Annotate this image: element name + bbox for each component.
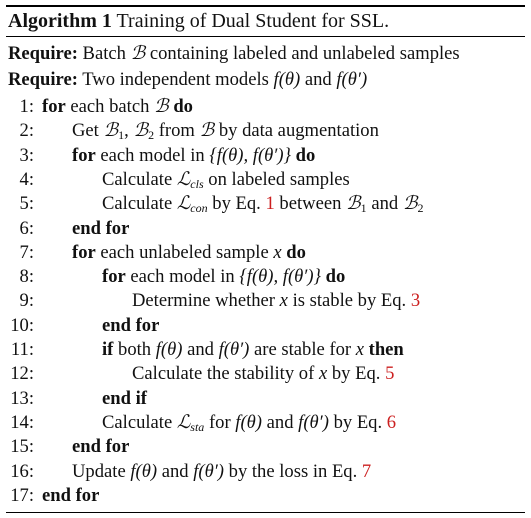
title-rule [6, 36, 525, 37]
algorithm-label: Algorithm 1 [8, 10, 112, 32]
algorithm-body [6, 38, 525, 508]
keyword-for: for [72, 241, 96, 263]
require-label: Require: [8, 69, 78, 90]
require-label: Require: [8, 43, 78, 64]
line-number: 3: [19, 144, 34, 166]
require-line-1 [8, 42, 460, 66]
line-number: 4: [19, 168, 34, 190]
keyword-do: do [325, 266, 346, 288]
algorithm-line [6, 119, 525, 143]
line-number: 10: [10, 314, 34, 336]
math-expr: f(θ′) [218, 339, 250, 360]
algorithm-line [6, 460, 525, 484]
math-symbol: ℬ [103, 120, 119, 142]
algorithm-line [6, 484, 525, 508]
line-number: 8: [19, 266, 34, 288]
keyword-do: do [173, 96, 193, 117]
line-content [72, 217, 129, 241]
line-content [132, 289, 420, 313]
algorithm-line [6, 411, 525, 435]
keyword-do: do [286, 241, 306, 263]
line-number: 11: [10, 339, 34, 360]
math-symbol: ℬ [154, 96, 169, 117]
equation-reference[interactable]: 6 [386, 411, 397, 433]
math-subscript: con [190, 201, 208, 216]
line-number: 15: [10, 436, 34, 458]
math-subscript: 1 [118, 128, 125, 143]
keyword-end-for: end for [72, 217, 130, 239]
line-text: by Eq. [331, 363, 381, 385]
line-content [102, 192, 423, 216]
line-content [72, 460, 371, 484]
bottom-rule [6, 512, 525, 513]
algorithm-caption: Training of Dual Student for SSL. [116, 10, 390, 32]
math-expr: f(θ) [235, 411, 262, 433]
line-text: is stable by Eq. [292, 290, 407, 312]
math-var: x [279, 290, 288, 312]
math-expr: {f(θ), f(θ′)} [239, 266, 321, 288]
math-symbol: ℬ [133, 120, 149, 142]
keyword-do: do [295, 144, 316, 166]
math-symbol: ℬ [130, 43, 146, 64]
line-content [102, 387, 147, 411]
equation-reference[interactable]: 7 [361, 460, 372, 482]
line-content [72, 119, 379, 143]
require-text: Two independent models [82, 69, 269, 90]
keyword-end-if: end if [102, 387, 147, 409]
require-text: Batch [82, 43, 126, 64]
math-var: x [318, 363, 328, 385]
math-symbol: ℒ [176, 411, 191, 433]
algorithm-line [6, 144, 525, 168]
line-text: between [279, 193, 342, 215]
line-number: 6: [19, 217, 34, 239]
line-text: each batch [70, 96, 150, 117]
line-text: by the loss in Eq. [228, 460, 358, 482]
keyword-end-for: end for [102, 314, 160, 336]
math-symbol: ℬ [346, 193, 361, 215]
line-text: both [118, 339, 152, 360]
line-text: for [208, 411, 231, 433]
line-text: Calculate [102, 168, 173, 190]
line-number: 14: [10, 411, 34, 433]
line-number: 16: [10, 460, 34, 482]
math-subscript: 2 [148, 128, 155, 143]
algorithm-line [6, 265, 525, 289]
algorithm-line [6, 314, 525, 338]
line-text: Calculate [102, 411, 173, 433]
line-content [102, 168, 350, 192]
math-expr: f(θ) [273, 69, 301, 90]
line-number: 7: [19, 241, 34, 263]
math-subscript: 1 [360, 201, 367, 216]
equation-reference[interactable]: 3 [410, 290, 421, 312]
keyword-for: for [102, 266, 126, 288]
require-text: containing labeled and unlabeled samples [149, 43, 460, 64]
line-text: Calculate the stability of [132, 363, 315, 385]
line-number: 2: [19, 120, 34, 142]
math-expr: f(θ′) [193, 460, 224, 482]
line-text: Get [72, 120, 99, 142]
keyword-end-for: end for [72, 436, 130, 458]
line-text: Determine whether [132, 290, 276, 312]
line-text: and [187, 339, 214, 360]
line-number: 5: [19, 193, 34, 215]
line-number: 17: [10, 484, 34, 506]
line-text: Update [72, 460, 126, 482]
equation-reference[interactable]: 1 [265, 193, 275, 215]
line-content [102, 411, 396, 435]
math-expr: f(θ) [155, 339, 183, 360]
math-subscript: 2 [417, 201, 424, 216]
math-punct: , [124, 120, 129, 142]
line-content [42, 484, 99, 508]
keyword-for: for [72, 144, 96, 166]
algorithm-line [6, 192, 525, 216]
line-number: 1: [19, 96, 34, 117]
line-text: and [266, 411, 294, 433]
line-content [72, 435, 129, 459]
math-subscript: sta [190, 419, 205, 434]
line-content [42, 95, 193, 119]
line-number: 9: [19, 290, 34, 312]
line-text: by Eq. [212, 193, 261, 215]
line-content [132, 362, 394, 386]
math-symbol: ℒ [176, 193, 191, 215]
algorithm-box [6, 5, 525, 37]
equation-reference[interactable]: 5 [385, 363, 395, 385]
line-content [102, 265, 345, 289]
line-text: and [371, 193, 399, 215]
line-text: on labeled samples [208, 168, 350, 190]
math-symbol: ℒ [176, 168, 191, 190]
line-number: 13: [10, 387, 34, 409]
math-expr: f(θ′) [298, 411, 329, 433]
math-symbol: ℬ [402, 193, 418, 215]
algorithm-line [6, 362, 525, 386]
line-text: by data augmentation [218, 120, 379, 142]
keyword-if: if [102, 339, 114, 360]
keyword-then: then [368, 339, 404, 360]
require-text: and [304, 69, 332, 90]
math-var: x [273, 241, 282, 263]
require-line-2 [8, 68, 367, 92]
math-expr: f(θ) [130, 460, 158, 482]
line-content [72, 144, 315, 168]
line-content [102, 338, 404, 362]
algorithm-line [6, 168, 525, 192]
line-text: Calculate [102, 193, 173, 215]
algorithm-line [6, 387, 525, 411]
line-text: each model in [130, 266, 235, 288]
line-text: are stable for [254, 339, 352, 360]
keyword-for: for [42, 96, 66, 117]
math-var: x [355, 339, 364, 360]
algorithm-line [6, 338, 525, 362]
line-text: by Eq. [333, 411, 383, 433]
algorithm-line [6, 95, 525, 119]
line-number: 12: [10, 363, 34, 385]
line-text: and [161, 460, 189, 482]
line-text: each unlabeled sample [100, 241, 269, 263]
algorithm-line [6, 289, 525, 313]
algorithm-line [6, 217, 525, 241]
math-expr: f(θ′) [336, 69, 368, 90]
line-content [72, 241, 306, 265]
math-subscript: cls [190, 176, 204, 191]
line-text: from [158, 120, 195, 142]
line-text: each model in [100, 144, 205, 166]
line-content [102, 314, 159, 338]
algorithm-title [6, 7, 525, 36]
keyword-end-for: end for [42, 484, 100, 506]
math-expr: {f(θ), f(θ′)} [209, 144, 291, 166]
algorithm-line [6, 435, 525, 459]
math-symbol: ℬ [199, 120, 215, 142]
algorithm-line [6, 241, 525, 265]
